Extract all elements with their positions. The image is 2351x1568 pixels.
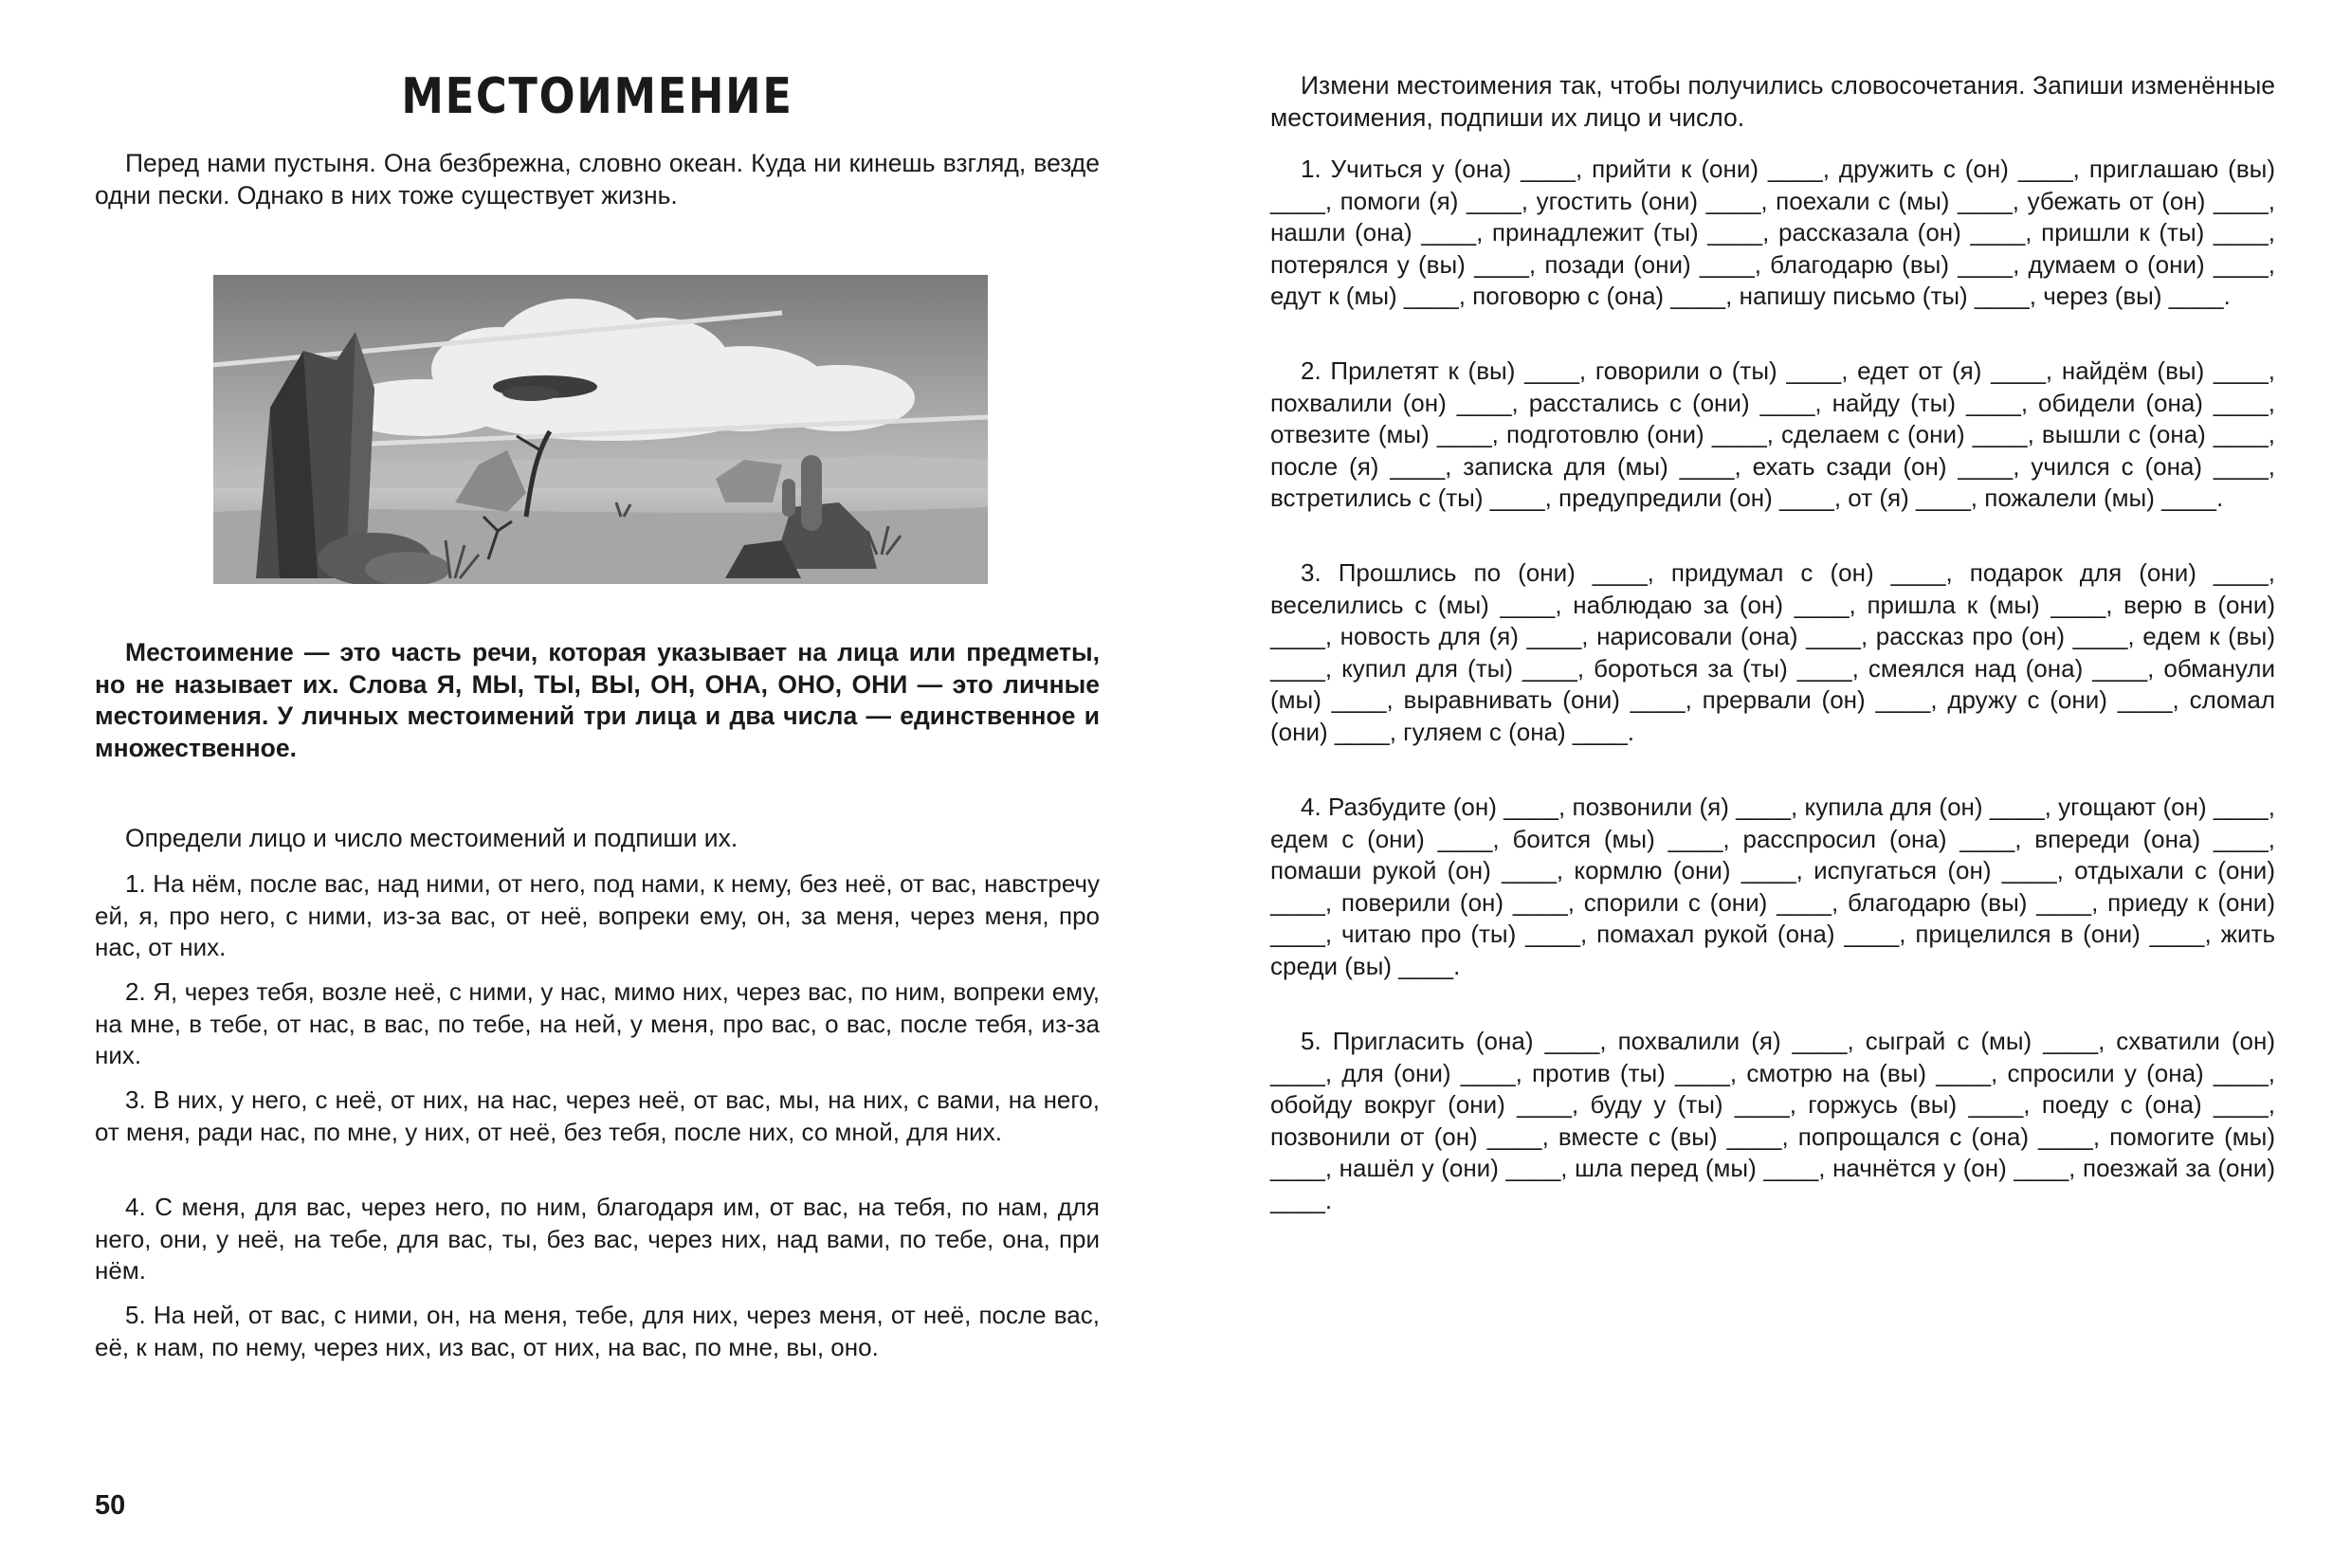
page-title: МЕСТОИМЕНИЕ <box>401 68 793 125</box>
exercise-item: 3. В них, у него, с неё, от них, на нас, через неё, от вас, мы, на них, с вами, на него, от меня, ради нас, по мне, у них, от неё, без тебя, после них, со мной, для них. <box>95 1085 1100 1146</box>
task-instruction: Определи лицо и число местоимений и подпиши их. <box>125 824 738 852</box>
right-page <box>1176 0 2351 1568</box>
exercise-item: 3. Прошлись по (они) ____, придумал с (он) ____, подарок для (они) ____, веселились с (мы) ____, наблюдаю за (он) ____, пришла к (мы) ____, верю в (они) ____, новость для (я) ____, нарисовали (она) ____, рассказ про (он) ____, едем к (вы) ____, купил для (ты) ____, бороться за (ты) ____, смеялся над (она) ____, обманули (мы) ____, выравнивать (они) ____, прервали (он) ____, дружу с (они) ____, сломал (они) ____, гуляем с (она) ____. <box>1270 558 2275 746</box>
exercise-item: 2. Прилетят к (вы) ____, говорили о (ты) ____, едет от (я) ____, найдём (вы) ____, похвалили (он) ____, расстались с (они) ____, найду (ты) ____, обидели (она) ____, отвезите (мы) ____, подготовлю (они) ____, сделаем с (они) ____, вышли с (она) ____, после (я) ____, записка для (мы) ____, ехать сзади (он) ____, учился с (она) ____, встретились с (ты) ____, предупредили (он) ____, от (я) ____, пожалели (мы) ____. <box>1270 356 2275 512</box>
intro-paragraph: Перед нами пустыня. Она безбрежна, словно океан. Куда ни кинешь взгляд, везде одни пески. Однако в них тоже существует жизнь. <box>95 149 1100 210</box>
exercise-item: 5. Пригласить (она) ____, похвалили (я) ____, сыграй с (мы) ____, схватили (он) ____, для (они) ____, против (ты) ____, смотрю на (вы) ____, спросили у (она) ____, обойду вокруг (они) ____, буду у (ты) ____, горжусь (вы) ____, поеду с (она) ____, позвонили от (он) ____, вместе с (вы) ____, попрощался с (она) ____, помогите (мы) ____, нашёл у (они) ____, шла перед (мы) ____, начнётся у (он) ____, поезжай за (они) ____. <box>1270 1027 2275 1214</box>
task-instruction: Измени местоимения так, чтобы получились словосочетания. Запиши изменённые местоимения, подпиши их лицо и число. <box>1270 71 2275 132</box>
exercise-item: 1. Учиться у (она) ____, прийти к (они) ____, дружить с (он) ____, приглашаю (вы) ____, помоги (я) ____, угостить (они) ____, поехали с (мы) ____, убежать от (он) ____, нашли (она) ____, принадлежит (ты) ____, рассказала (он) ____, пришли к (ты) ____, потерялся у (вы) ____, позади (они) ____, благодарю (вы) ____, думаем о (они) ____, едут к (мы) ____, поговорю с (она) ____, напишу письмо (ты) ____, через (вы) ____. <box>1270 155 2275 310</box>
exercise-item: 4. С меня, для вас, через него, по ним, благодаря им, от вас, на тебя, по нам, для него, они, у неё, на тебе, для вас, ты, без вас, через них, над вами, по тебе, она, при нём. <box>95 1193 1100 1285</box>
rule-definition: Местоимение — это часть речи, которая указывает на лица или предметы, но не называет их. Слова Я, МЫ, ТЫ, ВЫ, ОН, ОНА, ОНО, ОНИ — это личные местоимения. У личных местоимений три лица и два числа — единственное и множественное. <box>95 638 1100 762</box>
exercise-item: 5. На ней, от вас, с ними, он, на меня, тебе, для них, через меня, от неё, после вас, её, к нам, по нему, через них, из вас, от них, на вас, по мне, вы, оно. <box>95 1301 1100 1361</box>
page-number: 50 <box>95 1490 126 1521</box>
exercise-item: 2. Я, через тебя, возле неё, с ними, у нас, мимо них, через вас, по ним, вопреки ему, на мне, в тебе, от нас, в вас, по тебе, на ней, у меня, про вас, о вас, после тебя, из-за них. <box>95 977 1100 1069</box>
exercise-item: 4. Разбудите (он) ____, позвонили (я) ____, купила для (он) ____, угощают (он) ____, едем с (они) ____, боится (мы) ____, расспросил (она) ____, впереди (она) ____, помаши рукой (он) ____, кормлю (они) ____, испугаться (он) ____, отдыхали с (они) ____, поверили (он) ____, спорили с (они) ____, благодарю (вы) ____, приеду к (они) ____, читаю про (ты) ____, помахал рукой (она) ____, прицелился в (они) ____, жить среди (вы) ____. <box>1270 793 2275 980</box>
exercise-item: 1. На нём, после вас, над ними, от него, под нами, к нему, без неё, от вас, навстречу ей, я, про него, с ними, из-за вас, от неё, вопреки ему, он, за меня, через меня, про нас, от них. <box>95 869 1100 961</box>
desert-illustration <box>213 275 988 584</box>
